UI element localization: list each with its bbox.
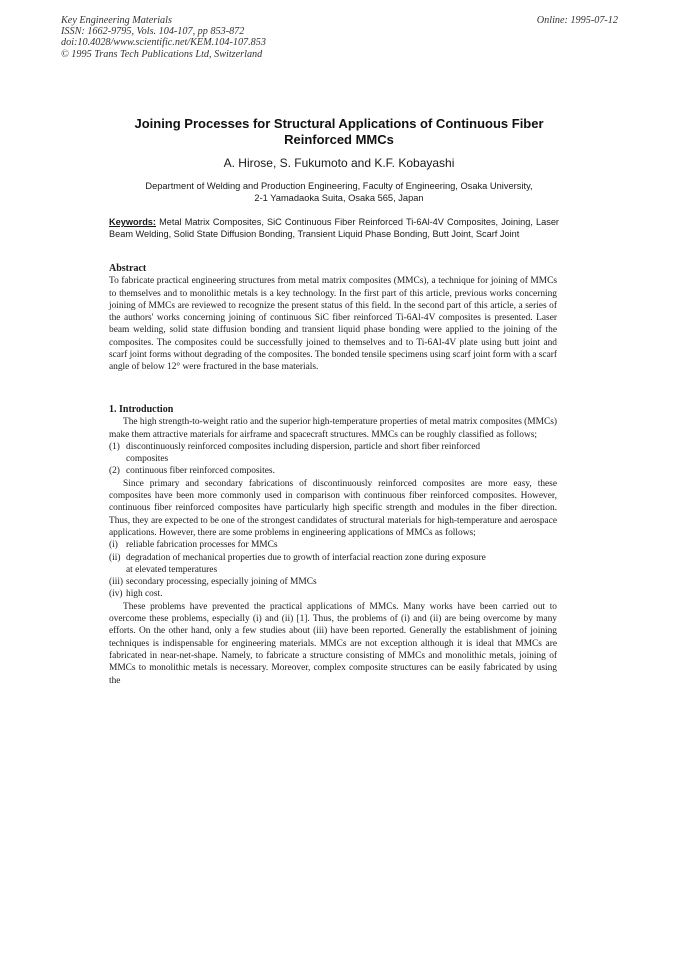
keywords	[109, 216, 559, 241]
abstract-text: To fabricate practical engineering structures from metal matrix composites (MMCs), a technique for joining of MMCs to themselves and to monolithic metals is a key technology. In the first part of this article, previous works concerning joining of MMCs are reviewed to recognize the present status of this field. In the second part of this article, a series of the authors' works concerning joining of continuous SiC fiber reinforced Ti-6Al-4V composites is presented. Laser beam welding, solid state diffusion bonding and transient liquid phase bonding were applied to the joining of the composites. The composites could be successfully joined to themselves and to Ti-6Al-4V plate using butt joint and scarf joint forms without degrading of the composites. The bonded tensile specimens using scarf joint form with a scarf angle of below 12° were fractured in the base materials.	[109, 276, 557, 373]
list-text: secondary processing, especially joining of MMCs	[126, 577, 317, 588]
online-date: Online: 1995-07-12	[536, 15, 618, 26]
list-item	[109, 465, 557, 477]
introduction-section	[109, 404, 557, 687]
abstract-section	[109, 263, 557, 374]
list-item	[109, 539, 557, 551]
keywords-text: Metal Matrix Composites, SiC Continuous Fiber Reinforced Ti-6Al-4V Composites, Joining, Laser Beam Welding, Solid State Diffusion Bonding, Transient Liquid Phase Bonding, Butt Joint, Scarf Joint	[109, 217, 559, 240]
list-continuation: at elevated temperatures	[126, 564, 218, 575]
list-marker: (i)	[109, 540, 118, 551]
journal-header	[61, 15, 266, 60]
list-marker: (1)	[109, 441, 120, 452]
list-marker: (ii)	[109, 552, 121, 563]
list-item	[109, 552, 557, 564]
authors: A. Hirose, S. Fukumoto and K.F. Kobayashi	[223, 156, 455, 170]
title-line-2: Reinforced MMCs	[284, 132, 394, 147]
list-item	[109, 588, 557, 600]
introduction-heading: 1. Introduction	[109, 404, 174, 415]
list-text: discontinuously reinforced composites including dispersion, particle and short fiber reinforced	[126, 441, 481, 452]
list-text: continuous fiber reinforced composites.	[126, 466, 275, 477]
intro-paragraph-2: Since primary and secondary fabrications of discontinuously reinforced composites are more easy, these composites have been more commonly used in comparison with continuous fiber reinforced composites. However, continuous fiber reinforced composites have particularly high specific strength and modules in the fiber direction. Thus, they are expected to be one of the strongest candidates of structural materials for high-temperature and aerospace applications. However, there are some problems in engineering applications of MMCs as follows;	[109, 478, 557, 538]
copyright-line: © 1995 Trans Tech Publications Ltd, Switzerland	[61, 48, 263, 60]
list-text: reliable fabrication processes for MMCs	[126, 540, 278, 551]
list-text: degradation of mechanical properties due to growth of interfacial reaction zone during exposure	[126, 552, 486, 563]
intro-paragraph-1: The high strength-to-weight ratio and the superior high-temperature properties of metal matrix composites (MMCs) make them attractive materials for airframe and spacecraft structures. MMCs can be roughly classified as follows;	[109, 417, 558, 440]
doi-link[interactable]: doi:10.4028/www.scientific.net/KEM.104-107.853	[61, 37, 266, 49]
list-text: high cost.	[126, 589, 163, 600]
title-line-1: Joining Processes for Structural Applications of Continuous Fiber	[134, 116, 544, 131]
list-item	[109, 441, 557, 453]
affiliation-line-2: 2-1 Yamadaoka Suita, Osaka 565, Japan	[254, 193, 424, 203]
journal-name: Key Engineering Materials	[61, 15, 172, 26]
list-marker: (2)	[109, 466, 120, 477]
abstract-heading: Abstract	[109, 263, 147, 274]
keywords-label: Keywords:	[109, 217, 156, 227]
paper-title	[100, 116, 578, 148]
affiliation-line-1: Department of Welding and Production Engineering, Faculty of Engineering, Osaka University,	[145, 181, 533, 191]
list-item	[109, 576, 557, 588]
affiliation	[95, 180, 583, 204]
issn-line: ISSN: 1662-9795, Vols. 104-107, pp 853-872	[61, 26, 245, 38]
list-marker: (iv)	[109, 589, 123, 600]
list-continuation: composites	[126, 454, 169, 465]
intro-paragraph-3: These problems have prevented the practical applications of MMCs. Many works have been carried out to overcome these problems, especially (i) and (ii) [1]. Thus, the problems of (i) and (ii) are being overcome by many efforts. On the other hand, only a few studies about (iii) have been reported. Generally the establishment of joining techniques is indispensable for engineering materials. MMCs are not exception although it is ideal that MMCs are fabricated in near-net-shape. Namely, to fabricate a structure consisting of MMCs and monolithic metals, joining of MMCs to monolithic metals is necessary. Moreover, complex composite structures can be easily fabricated by using the	[109, 601, 557, 686]
list-marker: (iii)	[109, 577, 124, 588]
